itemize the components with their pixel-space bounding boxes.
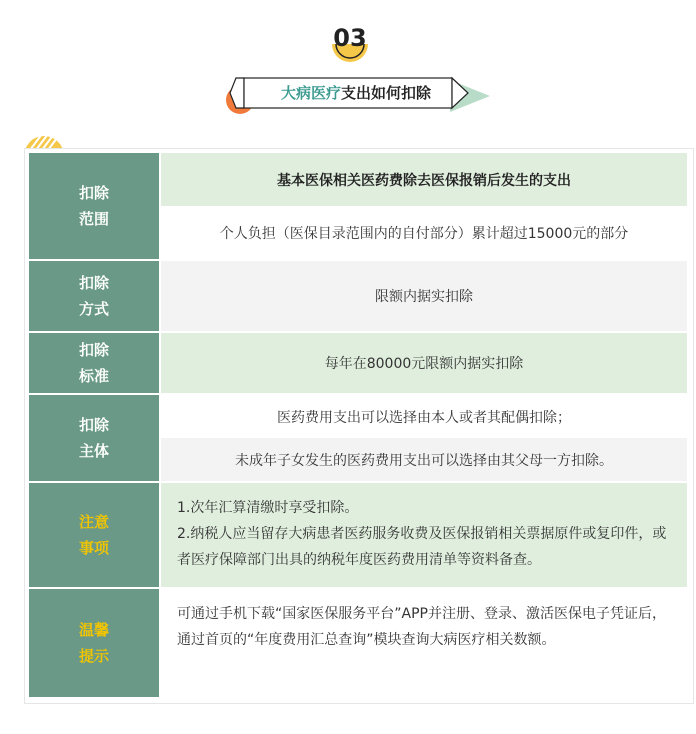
subject-cell-self: 医药费用支出可以选择由本人或者其配偶扣除； [161,395,687,438]
tip-text [161,589,687,697]
scope-main-cell: 基本医保相关医药费除去医保报销后发生的支出 [161,153,687,206]
row-label-standard: 扣除 标准 [29,333,159,393]
notice-line-1: 1.次年汇算清缴时享受扣除。 [177,500,359,516]
scope-detail-cell: 个人负担（医保目录范围内的自付部分）累计超过15000元的部分 [161,206,687,259]
title-highlight: 大病医疗 [280,84,341,102]
row-label-subject: 扣除 主体 [29,395,159,481]
table-row-subject [29,395,687,481]
table-row-scope [29,153,687,259]
table-row-method [29,261,687,331]
row-label-notice: 注意 事项 [29,483,159,587]
section-number-badge [328,22,372,66]
notice-text [161,483,687,587]
row-label-tip: 温馨 提示 [29,589,159,697]
row-label-method: 扣除 方式 [29,261,159,331]
table-row-tip [29,589,687,697]
table-row-notice [29,483,687,587]
table-row-standard [29,333,687,393]
section-title-ribbon [218,74,498,120]
deduction-info-table [24,148,694,704]
section-title [246,82,466,104]
notice-line-2: 2.纳税人应当留存大病患者医药服务收费及医保报销相关票据原件或复印件，或者医疗保障部门出具的纳税年度医药费用清单等资料备查。 [177,526,667,568]
standard-cell: 每年在80000元限额内据实扣除 [161,333,687,393]
row-label-scope: 扣除 范围 [29,153,159,259]
tip-line-1: 可通过手机下载“国家医保服务平台”APP并注册、登录、激活医保电子凭证后，通过首页的“年度费用汇总查询”模块查询大病医疗相关数额。 [177,606,666,648]
subject-cell-minor: 未成年子女发生的医药费用支出可以选择由其父母一方扣除。 [161,438,687,481]
section-number: 03 [333,24,367,52]
title-rest: 支出如何扣除 [341,84,432,102]
method-cell: 限额内据实扣除 [161,261,687,331]
